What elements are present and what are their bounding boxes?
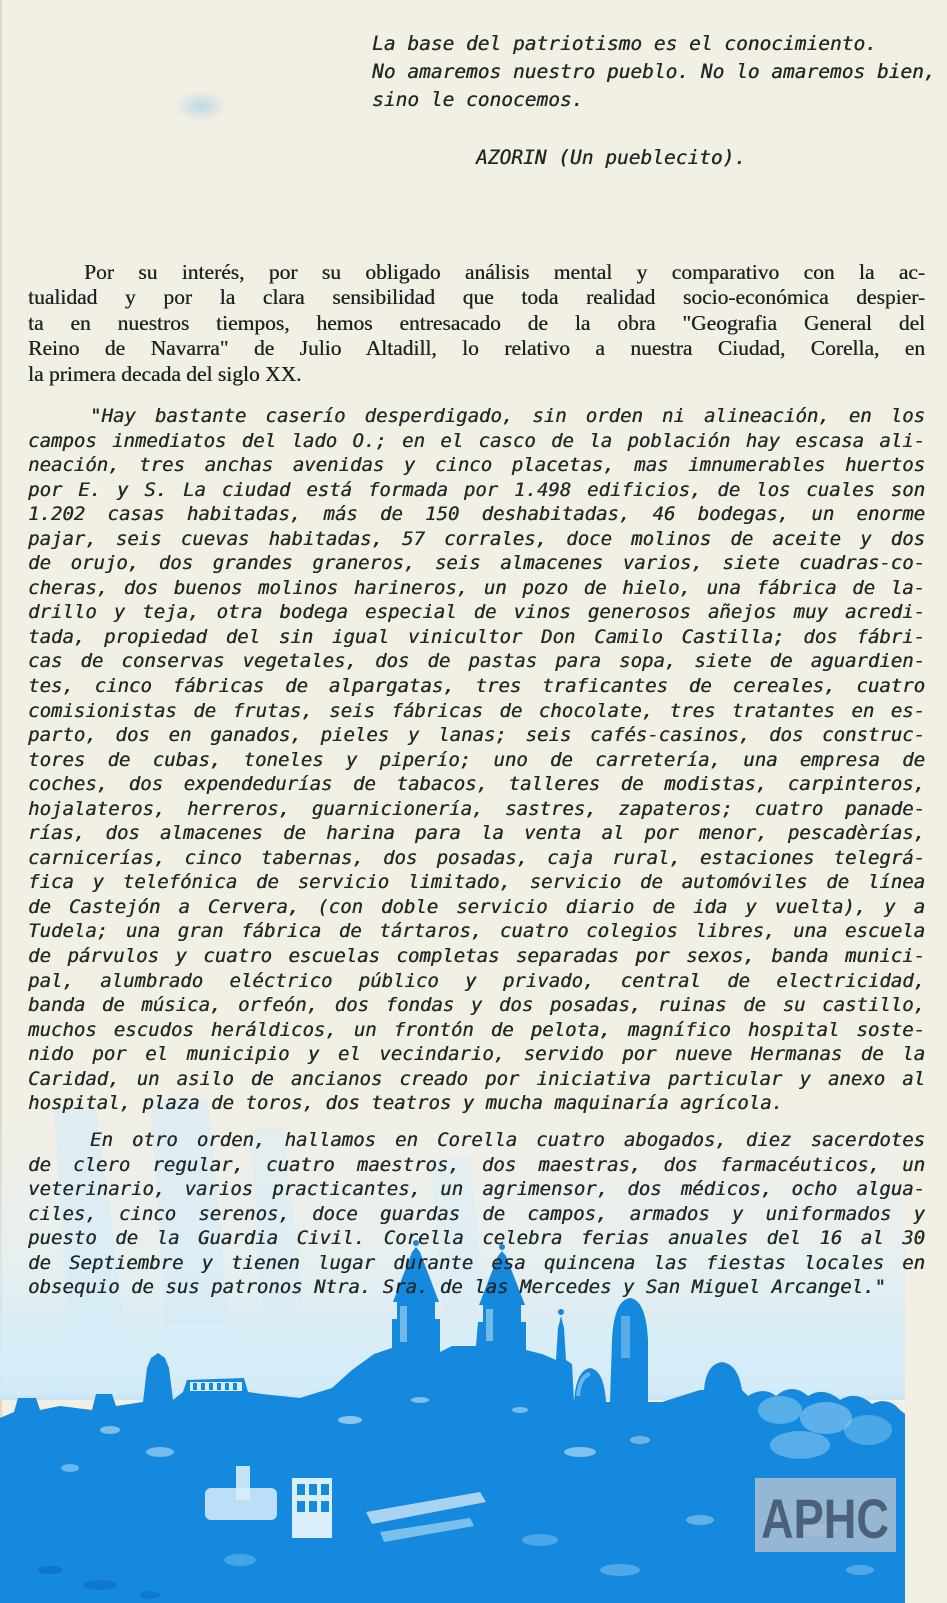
watermark-label: APHC [761, 1487, 889, 1550]
text-line: campos inmediatos del lado O.; en el casco de la población hay escasa ali- [28, 429, 925, 452]
text-line: tualidad y por la clara sensibilidad que toda realidad socio-económica despier- [28, 285, 925, 310]
text-line: Caridad, un asilo de ancianos creado por iniciativa particular y anexo al [28, 1067, 925, 1090]
text-line: de párvulos y cuatro escuelas completas separadas por sexos, banda munici- [28, 945, 925, 968]
epigraph-attribution: AZORIN (Un pueblecito). [476, 146, 747, 169]
text-line: neación, tres anchas avenidas y cinco placetas, mas imnumerables huertos [28, 454, 925, 477]
text-line: coches, dos expendedurías de tabacos, talleres de modistas, carpinteros, [28, 773, 925, 796]
text-line: hojalateros, herreros, guarnicionería, sastres, zapateros; cuatro panade- [28, 797, 925, 820]
text-line: drillo y teja, otra bodega especial de vinos generosos añejos muy acredi- [28, 601, 925, 624]
text-line: ta en nuestros tiempos, hemos entresacado de la obra "Geografia General del [28, 310, 925, 335]
text-line: puesto de la Guardia Civil. Corella celebra ferias anuales del 16 al 30 [28, 1227, 925, 1250]
text-line: Reino de Navarra" de Julio Altadill, lo relativo a nuestra Ciudad, Corella, en [28, 336, 925, 361]
text-line: cas de conservas vegetales, dos de pastas para sopa, siete de aguardien- [28, 650, 925, 673]
text-line: muchos escudos heráldicos, un frontón de pelota, magnífico hospital soste- [28, 1018, 925, 1041]
text-line: No amaremos nuestro pueblo. No lo amaremos bien, [372, 60, 936, 83]
aphc-watermark [755, 1478, 896, 1552]
text-line: de orujo, dos grandes graneros, seis almacenes varios, siete cuadras-co- [28, 552, 925, 575]
text-line: sino le conocemos. [372, 88, 584, 111]
text-line: pajar, seis cuevas habitadas, 57 corrales, doce molinos de aceite y dos [28, 527, 925, 550]
text-line: obsequio de sus patronos Ntra. Sra. de las Mercedes y San Miguel Arcangel." [28, 1276, 886, 1299]
text-line: carnicerías, cinco tabernas, dos posadas, caja rural, estaciones telegrá- [28, 846, 925, 869]
text-line: de Castejón a Cervera, (con doble servicio diario de ida y vuelta), y a [28, 895, 925, 918]
text-line: 1.202 casas habitadas, más de 150 deshabitadas, 46 bodegas, un enorme [28, 503, 925, 526]
text-line: rías, dos almacenes de harina para la venta al por menor, pescadèrías, [28, 822, 925, 845]
text-line: la primera decada del siglo XX. [28, 361, 302, 386]
text-line: ciles, cinco serenos, doce guardas de campos, armados y uniformados y [28, 1202, 925, 1225]
text-line: pal, alumbrado eléctrico público y privado, central de electricidad, [28, 969, 925, 992]
text-line: de Septiembre y tienen lugar durante esa quincena las fiestas locales en [28, 1251, 925, 1274]
quote-paragraph-1 [28, 404, 925, 1116]
text-line: Por su interés, por su obligado análisis mental y comparativo con la ac- [84, 260, 925, 284]
text-line: Tudela; una gran fábrica de tártaros, cuatro colegios libres, una escuela [28, 920, 925, 943]
quote-paragraph-2 [28, 1128, 925, 1300]
text-line: de clero regular, cuatro maestros, dos maestras, dos farmacéuticos, un [28, 1153, 925, 1176]
text-line: por E. y S. La ciudad está formada por 1.498 edificios, de los cuales son [28, 478, 925, 501]
text-line: nido por el municipio y el vecindario, servido por nueve Hermanas de la [28, 1043, 925, 1066]
text-line: cheras, dos buenos molinos harineros, un pozo de hielo, una fábrica de la- [28, 576, 925, 599]
intro-paragraph [28, 260, 925, 387]
text-line: comisionistas de frutas, seis fábricas de chocolate, tres tratantes en es- [28, 699, 925, 722]
text-line: banda de música, orfeón, dos fondas y dos posadas, ruinas de su castillo, [28, 994, 925, 1017]
text-line: La base del patriotismo es el conocimiento. [372, 32, 877, 55]
text-line: parto, dos en ganados, pieles y lanas; seis cafés-casinos, dos construc- [28, 724, 925, 747]
text-line: En otro orden, hallamos en Corella cuatro abogados, diez sacerdotes [90, 1129, 925, 1151]
epigraph [372, 30, 936, 114]
text-line: veterinario, varios practicantes, un agrimensor, dos médicos, ocho algua- [28, 1178, 925, 1201]
text-line: fica y telefónica de servicio limitado, servicio de automóviles de línea [28, 871, 925, 894]
text-line: tores de cubas, toneles y piperío; uno de carretería, una empresa de [28, 748, 925, 771]
paper-smudge [175, 90, 227, 122]
text-line: tes, cinco fábricas de alpargatas, tres traficantes de cereales, cuatro [28, 675, 925, 698]
text-line: "Hay bastante caserío desperdigado, sin orden ni alineación, en los [90, 405, 925, 427]
text-line: hospital, plaza de toros, dos teatros y mucha maquinaría agrícola. [28, 1092, 783, 1115]
text-line: tada, propiedad del sin igual vinicultor Don Camilo Castilla; dos fábri- [28, 625, 925, 648]
